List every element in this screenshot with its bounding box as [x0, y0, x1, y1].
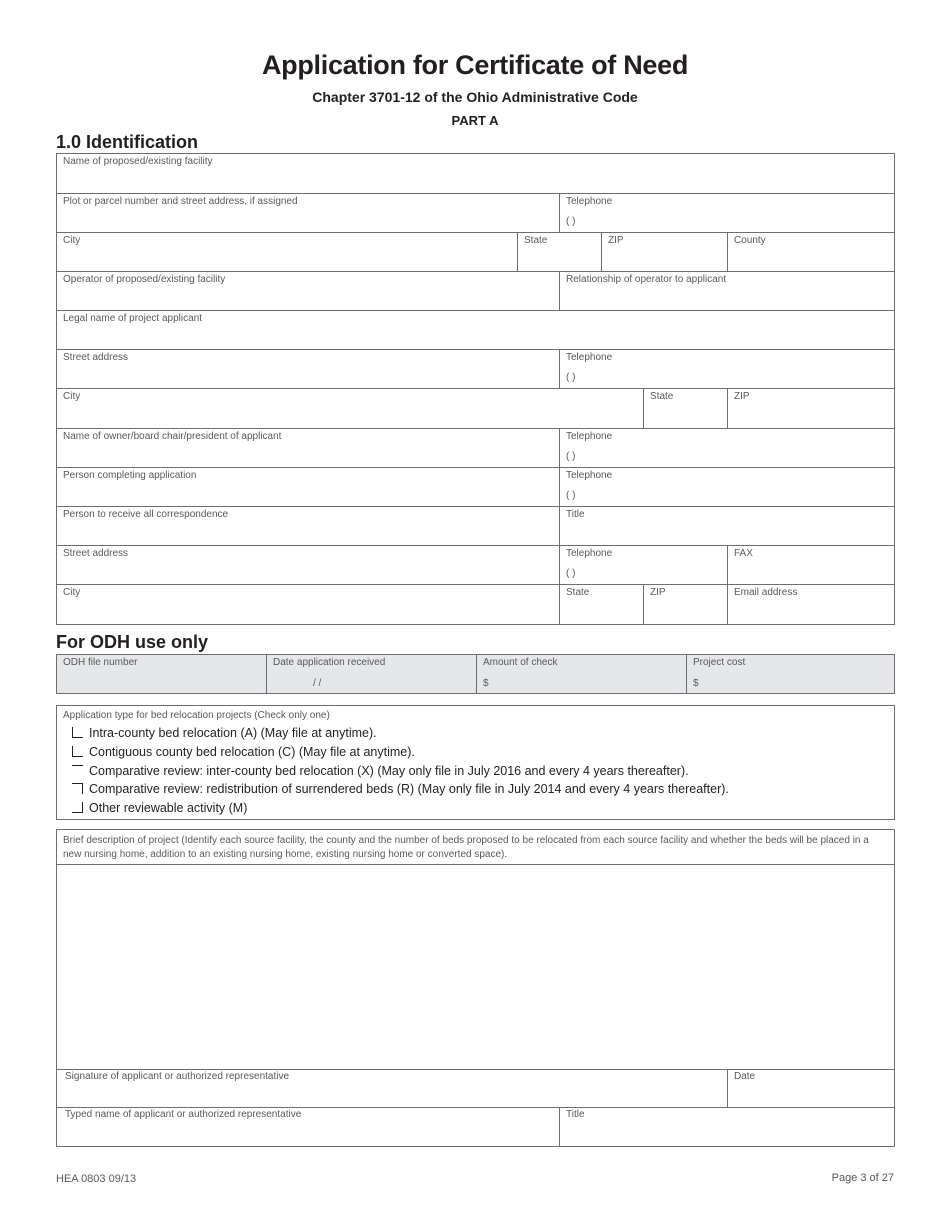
correspondence-state-field[interactable] — [559, 584, 644, 625]
date-slashes: / / — [313, 678, 322, 689]
checkbox-icon[interactable] — [72, 765, 83, 776]
operator-field[interactable] — [56, 271, 560, 311]
city-label: City — [63, 235, 81, 246]
phone-parens: ( ) — [566, 372, 576, 383]
telephone-label: Telephone — [566, 196, 613, 207]
project-cost-field[interactable] — [686, 654, 895, 694]
facility-name-field[interactable] — [56, 153, 895, 194]
correspondence-telephone-field[interactable] — [559, 545, 728, 585]
typed-name-field[interactable] — [57, 1107, 560, 1146]
checkbox-icon[interactable] — [72, 727, 83, 738]
applicant-zip-field[interactable] — [727, 388, 895, 429]
fax-label: FAX — [734, 548, 753, 559]
state-label: State — [524, 235, 548, 246]
identification-heading: 1.0 Identification — [56, 132, 199, 152]
typed-name-label: Typed name of applicant or authorized representative — [65, 1109, 302, 1120]
description-label: Brief description of project (Identify each source facility, the county and the number of beds proposed to be relocated from each source facility and whether the beds will be placed in a new nursing home, addition to an existing nursing home, existing nursing home or converted space). — [63, 835, 869, 860]
option-inter-county[interactable] — [72, 764, 689, 778]
form-subtitle: Chapter 3701-12 of the Ohio Administrative Code — [312, 89, 638, 105]
description-textarea[interactable] — [57, 864, 894, 1069]
date-received-label: Date application received — [273, 657, 386, 668]
correspondence-person-field[interactable] — [56, 506, 560, 546]
legal-name-field[interactable] — [56, 310, 895, 350]
city-label: City — [63, 391, 81, 402]
zip-label: ZIP — [608, 235, 624, 246]
correspondence-street-field[interactable] — [56, 545, 560, 585]
option-label: Contiguous county bed relocation (C) (May file at anytime). — [89, 745, 415, 759]
description-box — [56, 829, 895, 1147]
checkbox-icon[interactable] — [72, 783, 83, 794]
representative-title-field[interactable] — [559, 1107, 894, 1146]
checkbox-icon[interactable] — [72, 746, 83, 757]
date-received-field[interactable] — [266, 654, 477, 694]
option-intra-county[interactable] — [72, 726, 377, 740]
person-completing-field[interactable] — [56, 467, 560, 507]
odh-file-number-field[interactable] — [56, 654, 267, 694]
title-label: Title — [566, 1109, 585, 1120]
amount-check-label: Amount of check — [483, 657, 558, 668]
phone-parens: ( ) — [566, 490, 576, 501]
street-address-label: Street address — [63, 352, 129, 363]
odh-heading: For ODH use only — [56, 632, 209, 652]
checkbox-icon[interactable] — [72, 802, 83, 813]
part-label: PART A — [451, 113, 499, 128]
facility-county-field[interactable] — [727, 232, 895, 272]
correspondence-title-field[interactable] — [559, 506, 895, 546]
title-label: Title — [566, 509, 585, 520]
option-label: Other reviewable activity (M) — [89, 801, 248, 815]
telephone-label: Telephone — [566, 548, 613, 559]
correspondence-person-label: Person to receive all correspondence — [63, 509, 229, 520]
facility-state-field[interactable] — [517, 232, 602, 272]
applicant-city-field[interactable] — [56, 388, 644, 429]
option-label: Comparative review: inter-county bed relocation (X) (May only file in July 2016 and every 4 years thereafter). — [89, 764, 689, 778]
applicant-state-field[interactable] — [643, 388, 728, 429]
option-label: Intra-county bed relocation (A) (May file at anytime). — [89, 726, 377, 740]
option-contiguous-county[interactable] — [72, 745, 415, 759]
project-cost-label: Project cost — [693, 657, 746, 668]
correspondence-zip-field[interactable] — [643, 584, 728, 625]
dollar-sign: $ — [693, 678, 699, 689]
form-title: Application for Certificate of Need — [261, 50, 689, 80]
zip-label: ZIP — [650, 587, 666, 598]
operator-label: Operator of proposed/existing facility — [63, 274, 226, 285]
signature-date-field[interactable] — [727, 1069, 894, 1108]
form-id: HEA 0803 09/13 — [56, 1173, 137, 1185]
correspondence-email-field[interactable] — [727, 584, 895, 625]
state-label: State — [650, 391, 674, 402]
phone-parens: ( ) — [566, 216, 576, 227]
application-type-label: Application type for bed relocation projects (Check only one) — [63, 710, 330, 721]
option-other-reviewable[interactable] — [72, 801, 247, 815]
page-number: Page 3 of 27 — [831, 1172, 894, 1184]
street-address-label: Street address — [63, 548, 129, 559]
state-label: State — [566, 587, 590, 598]
relationship-label: Relationship of operator to applicant — [566, 274, 727, 285]
county-label: County — [734, 235, 766, 246]
owner-telephone-field[interactable] — [559, 428, 895, 468]
city-label: City — [63, 587, 81, 598]
owner-name-label: Name of owner/board chair/president of applicant — [63, 431, 282, 442]
option-label: Comparative review: redistribution of surrendered beds (R) (May only file in July 2014 and every 4 years thereafter). — [89, 782, 729, 796]
telephone-label: Telephone — [566, 431, 613, 442]
facility-city-field[interactable] — [56, 232, 518, 272]
relationship-field[interactable] — [559, 271, 895, 311]
plot-address-field[interactable] — [56, 193, 560, 233]
facility-name-label: Name of proposed/existing facility — [63, 156, 213, 167]
owner-name-field[interactable] — [56, 428, 560, 468]
applicant-telephone-field[interactable] — [559, 349, 895, 389]
correspondence-city-field[interactable] — [56, 584, 560, 625]
legal-name-label: Legal name of project applicant — [63, 313, 202, 324]
phone-parens: ( ) — [566, 568, 576, 579]
dollar-sign: $ — [483, 678, 489, 689]
completing-telephone-field[interactable] — [559, 467, 895, 507]
signature-label: Signature of applicant or authorized representative — [65, 1071, 290, 1082]
phone-parens: ( ) — [566, 451, 576, 462]
person-completing-label: Person completing application — [63, 470, 197, 481]
telephone-label: Telephone — [566, 470, 613, 481]
plot-address-label: Plot or parcel number and street address, if assigned — [63, 196, 298, 207]
signature-field[interactable] — [57, 1069, 728, 1108]
facility-zip-field[interactable] — [601, 232, 728, 272]
odh-file-number-label: ODH file number — [63, 657, 138, 668]
applicant-street-field[interactable] — [56, 349, 560, 389]
telephone-label: Telephone — [566, 352, 613, 363]
option-redistribution[interactable] — [72, 782, 729, 796]
facility-telephone-field[interactable] — [559, 193, 895, 233]
zip-label: ZIP — [734, 391, 750, 402]
correspondence-fax-field[interactable] — [727, 545, 895, 585]
amount-check-field[interactable] — [476, 654, 687, 694]
date-label: Date — [734, 1071, 756, 1082]
email-label: Email address — [734, 587, 798, 598]
